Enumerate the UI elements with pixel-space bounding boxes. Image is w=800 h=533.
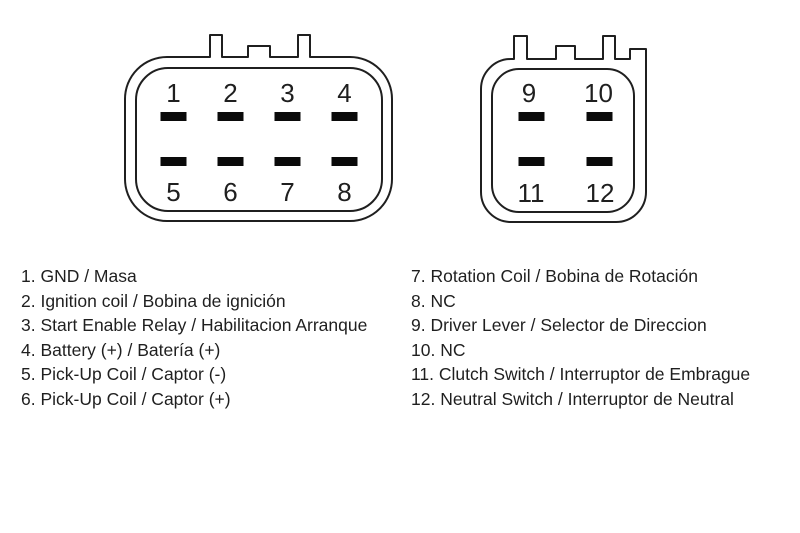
pin-number-7: 7 <box>280 177 295 207</box>
pin-slot-4 <box>332 112 358 121</box>
connector-4pin-pin-numbers <box>518 78 615 208</box>
connector-4pin-pins <box>519 112 613 166</box>
pin-slot-7 <box>275 157 301 166</box>
connector-8pin-pin-numbers <box>166 78 351 207</box>
legend-item-2: 2. Ignition coil / Bobina de ignición <box>21 290 286 311</box>
pin-slot-12 <box>587 157 613 166</box>
pin-number-4: 4 <box>337 78 352 108</box>
connector-8pin <box>125 35 392 221</box>
pin-number-12: 12 <box>585 178 615 208</box>
pin-number-6: 6 <box>223 177 238 207</box>
legend-item-1: 1. GND / Masa <box>21 266 137 286</box>
legend-column-right <box>411 264 750 411</box>
pin-number-9: 9 <box>521 78 537 108</box>
legend-item-9: 9. Driver Lever / Selector de Direccion <box>411 315 707 335</box>
legend-item-8: 8. NC <box>411 290 456 311</box>
connector-8pin-pins <box>161 112 358 166</box>
connector-4pin <box>481 36 646 222</box>
connector-pinout-diagram <box>0 0 800 250</box>
legend-column-left <box>21 264 367 411</box>
pin-slot-9 <box>519 112 545 121</box>
pin-slot-5 <box>161 157 187 166</box>
legend-item-5: 5. Pick-Up Coil / Captor (-) <box>21 364 227 384</box>
pin-number-5: 5 <box>166 177 181 207</box>
legend-item-11: 11. Clutch Switch / Interruptor de Embrague <box>411 364 751 384</box>
legend-item-10: 10. NC <box>411 339 466 360</box>
legend-item-6: 6. Pick-Up Coil / Captor (+) <box>21 388 231 409</box>
legend-item-7: 7. Rotation Coil / Bobina de Rotación <box>411 266 698 286</box>
pin-number-3: 3 <box>280 78 295 108</box>
pin-slot-6 <box>218 157 244 166</box>
connector-8pin-outer-outline <box>125 35 392 221</box>
pin-slot-1 <box>161 112 187 121</box>
pin-slot-8 <box>332 157 358 166</box>
pin-number-8: 8 <box>337 177 352 207</box>
pin-number-1: 1 <box>166 78 181 108</box>
pin-slot-11 <box>519 157 545 166</box>
legend-item-12: 12. Neutral Switch / Interruptor de Neutral <box>411 388 734 409</box>
pin-number-10: 10 <box>584 78 613 108</box>
pin-number-11: 11 <box>517 178 545 208</box>
legend-item-3: 3. Start Enable Relay / Habilitacion Arranque <box>21 315 368 335</box>
pin-slot-3 <box>275 112 301 121</box>
legend-item-4: 4. Battery (+) / Batería (+) <box>21 339 221 360</box>
pin-slot-2 <box>218 112 244 121</box>
pin-number-2: 2 <box>223 78 238 108</box>
connector-4pin-outer-outline <box>481 36 646 222</box>
pin-slot-10 <box>587 112 613 121</box>
